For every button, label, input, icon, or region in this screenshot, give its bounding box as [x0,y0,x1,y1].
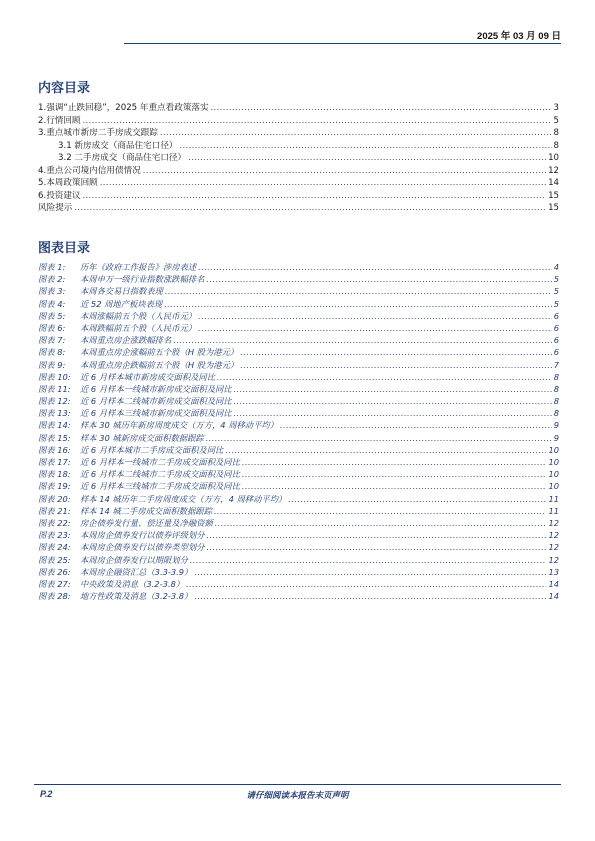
toc-entry-page: 10 [548,153,559,163]
toc-entry-page: 15 [548,190,559,201]
toc-entry-title: 3.重点城市新房二手房成交跟踪 [38,128,158,138]
figure-entry-title: 样本 30 城新房成交面积数据跟踪 [80,432,204,443]
figure-entry-page: 5 [553,298,559,309]
figure-entry[interactable] [38,346,559,358]
figure-entry-title: 本周跌幅前五个股（人民币元） [80,322,197,333]
dot-leader [188,153,546,162]
figure-entry-page: 12 [548,542,559,553]
figure-entry-title: 本周申万一级行业指数涨跌幅排名 [80,274,205,285]
dot-leader [194,592,546,601]
figure-entry[interactable] [38,554,559,566]
figure-entry-page: 14 [548,578,559,589]
figure-entry-label: 图表 9: [38,359,66,370]
page-number: P.2 [40,789,53,799]
figure-entry[interactable] [38,273,559,285]
figure-entry[interactable] [38,419,559,431]
figure-entry-label: 图表 6: [38,322,66,333]
figure-entry-label: 图表 2: [38,274,66,285]
dot-leader [242,482,547,491]
dot-leader [234,385,552,394]
figure-entry[interactable] [38,322,559,334]
figure-entry-label: 图表 28: [38,591,71,602]
figure-entry-page: 6 [553,347,559,358]
dot-leader [180,141,552,150]
dot-leader [165,287,552,296]
figures-title: 图表目录 [38,241,91,256]
dot-leader [83,191,546,200]
dot-leader [198,263,552,272]
figure-entry-title: 样本 30 城历年新房周度成交（万方，4 周移动平均） [80,420,278,431]
figure-entry-label: 图表 13: [38,408,71,419]
figure-entry-title: 近 6 月样本一线城市二手房成交面积及同比 [80,457,240,467]
dot-leader [242,458,547,467]
dot-leader [280,421,552,430]
figure-entry-page: 9 [553,432,559,443]
figure-entry-title: 本周房企债券发行以债券评级划分 [80,530,205,541]
dot-leader [143,166,546,175]
dot-leader [194,568,546,577]
figure-entry[interactable] [38,359,559,371]
toc-entry-title: 3.1 新房成交（商品住宅口径） [58,140,178,151]
figure-entry-page: 8 [553,383,559,394]
figure-entry-label: 图表 27: [38,578,71,589]
figure-entry-title: 近 6 月样本二线城市新房成交面积及同比 [80,396,232,407]
figure-entry[interactable] [38,541,559,553]
toc-entry-title: 5.本周政策回顾 [38,178,98,188]
figure-entry[interactable] [38,371,559,383]
header-divider [124,43,561,44]
dot-leader [160,128,552,137]
figure-entry-label: 图表 10: [38,371,71,382]
figure-entry-title: 近 6 月样本城市二手房成交面积及同比 [80,444,224,455]
figure-entry-page: 6 [553,335,559,346]
dot-leader [211,103,552,112]
figure-entry-page: 12 [548,530,559,541]
toc-entry-title: 4.重点公司境内信用债情况 [38,165,141,176]
figure-entry[interactable] [38,444,559,456]
dot-leader [217,373,552,382]
figure-entry-title: 地方性政策及消息（3.2-3.8） [80,591,193,602]
figure-entry-page: 7 [553,359,559,370]
figure-entry[interactable] [38,566,559,578]
figure-entry-page: 11 [548,493,559,504]
figure-entry-title: 本周房企融资汇总（3.3-3.9） [80,566,193,577]
figure-entry-title: 近 6 月样本一线城市新房成交面积及同比 [80,383,232,394]
toc-entry-title: 3.2 二手房成交（商品住宅口径） [58,153,187,163]
figure-entry[interactable] [38,505,559,517]
figure-entry-title: 近 6 月样本二线城市二手房成交面积及同比 [80,469,240,480]
figure-entry-page: 10 [548,481,559,492]
list-of-figures [38,261,559,602]
dot-leader [234,397,552,406]
figure-entry-title: 历年《政府工作报告》涉房表述 [80,262,197,272]
figure-entry-label: 图表 15: [38,432,71,443]
figure-entry-page: 13 [548,566,559,577]
dot-leader [186,580,546,589]
toc-entry[interactable] [38,189,559,202]
figure-entry[interactable] [38,480,559,492]
toc-entry[interactable] [38,164,559,177]
figure-entry-title: 本周各交易日指数表现 [80,286,163,297]
figure-entry-title: 近 6 月样本城市新房成交面积及同比 [80,371,216,382]
dot-leader [206,275,551,284]
figure-entry-label: 图表 4: [38,298,66,309]
figure-entry-page: 6 [553,322,559,333]
figure-entry-page: 14 [548,591,559,602]
toc-entry[interactable] [38,139,559,152]
dot-leader [190,556,547,565]
toc-entry-title: 6.投资建议 [38,190,81,201]
figure-entry[interactable] [38,468,559,480]
figure-entry-page: 12 [548,517,559,528]
figure-entry-page: 5 [553,286,559,297]
footer-divider [34,784,561,785]
toc-entry-page: 8 [553,140,559,151]
figure-entry[interactable] [38,517,559,529]
toc-entry-page: 12 [548,165,559,176]
figure-entry-label: 图表 8: [38,347,66,358]
toc-entry-title: 风险提示 [38,203,73,213]
dot-leader [288,495,546,504]
dot-leader [164,300,552,309]
figure-entry-label: 图表 14: [38,420,71,431]
dot-leader [206,531,546,540]
figure-entry-title: 近 52 周地产板块表现 [80,298,163,309]
figure-entry-label: 图表 19: [38,481,71,492]
figure-entry-label: 图表 24: [38,542,71,553]
toc-entry[interactable] [38,176,559,189]
dot-leader [242,470,547,479]
figure-entry-page: 5 [553,274,559,285]
dot-leader [240,348,551,357]
figure-entry-label: 图表 18: [38,469,71,480]
figure-entry-title: 近 6 月样本三线城市新房成交面积及同比 [80,408,232,419]
figure-entry-page: 4 [553,262,559,272]
figure-entry[interactable] [38,310,559,322]
figure-entry[interactable] [38,298,559,310]
figure-entry[interactable] [38,395,559,407]
figure-entry[interactable] [38,529,559,541]
figure-entry[interactable] [38,590,559,602]
figure-entry-title: 近 6 月样本三线城市二手房成交面积及同比 [80,481,240,492]
toc-entry-page: 14 [548,178,559,188]
figure-entry[interactable] [38,334,559,346]
toc-entry-page: 8 [553,128,559,138]
dot-leader [240,361,551,370]
figure-entry-page: 8 [553,408,559,419]
dot-leader [198,324,552,333]
figure-entry-label: 图表 1: [38,262,66,272]
figure-entry-label: 图表 20: [38,493,71,504]
dot-leader [198,312,552,321]
toc-entry[interactable] [38,151,559,164]
dot-leader [206,543,546,552]
dot-leader [225,446,546,455]
toc-entry[interactable] [38,126,559,139]
dot-leader [214,507,546,516]
figure-entry-page: 8 [553,396,559,407]
toc-entry-page: 5 [553,115,559,126]
figure-entry-title: 本周涨幅前五个股（人民币元） [80,310,197,321]
figure-entry-page: 6 [553,310,559,321]
dot-leader [100,178,546,187]
figure-entry-page: 10 [548,444,559,455]
figure-entry-label: 图表 5: [38,310,66,321]
figure-entry-page: 10 [548,457,559,467]
footer-disclaimer: 请仔细阅读本报告末页声明 [246,791,349,801]
figure-entry[interactable] [38,285,559,297]
figure-entry-title: 中央政策及消息（3.2-3.8） [80,578,185,589]
toc-entry[interactable] [38,201,559,214]
figure-entry-label: 图表 16: [38,444,71,455]
figure-entry-page: 10 [548,469,559,480]
figure-entry-title: 本周房企债券发行以期限划分 [80,554,188,565]
figure-entry[interactable] [38,383,559,395]
figure-entry[interactable] [38,578,559,590]
figure-entry-page: 12 [548,554,559,565]
figure-entry-label: 图表 21: [38,505,71,516]
toc-entry-title: 1.强调“止跌回稳”，2025 年重点看政策落实 [38,103,209,113]
toc-entry[interactable] [38,114,559,127]
dot-leader [74,203,546,212]
figure-entry-title: 本周房企债券发行以债券类型划分 [80,542,205,553]
figure-entry-title: 房企债券发行量、偿还量及净融资额 [80,517,213,528]
figure-entry-title: 本周重点房企涨跌幅排名 [80,335,172,346]
figure-entry-title: 样本 14 城二手房成交面积数据跟踪 [80,505,212,516]
figure-entry[interactable] [38,261,559,273]
figure-entry-title: 本周重点房企涨幅前五个股（H 股为港元） [80,347,239,358]
figure-entry-label: 图表 3: [38,286,66,297]
figure-entry[interactable] [38,493,559,505]
figure-entry-label: 图表 22: [38,517,71,528]
toc-entry-page: 15 [548,203,559,213]
figure-entry[interactable] [38,432,559,444]
figure-entry-page: 9 [553,420,559,431]
figure-entry-label: 图表 7: [38,335,66,346]
dot-leader [173,336,551,345]
figure-entry-page: 8 [553,371,559,382]
dot-leader [234,409,552,418]
dot-leader [215,519,547,528]
figure-entry-label: 图表 25: [38,554,71,565]
report-date: 2025 年 03 月 09 日 [477,31,561,42]
dot-leader [206,434,552,443]
figure-entry[interactable] [38,407,559,419]
figure-entry-title: 本周重点房企跌幅前五个股（H 股为港元） [80,359,239,370]
figure-entry-page: 11 [548,505,559,516]
figure-entry-label: 图表 17: [38,457,71,467]
figure-entry-label: 图表 26: [38,566,71,577]
table-of-contents [38,101,559,214]
figure-entry-title: 样本 14 城历年二手房周度成交（万方，4 周移动平均） [80,493,287,504]
figure-entry-label: 图表 23: [38,530,71,541]
dot-leader [83,116,552,125]
toc-title: 内容目录 [38,81,91,96]
toc-entry[interactable] [38,101,559,114]
figure-entry-label: 图表 12: [38,396,71,407]
figure-entry-label: 图表 11: [38,383,71,394]
toc-entry-page: 3 [553,103,559,113]
figure-entry[interactable] [38,456,559,468]
toc-entry-title: 2.行情回顾 [38,115,81,126]
